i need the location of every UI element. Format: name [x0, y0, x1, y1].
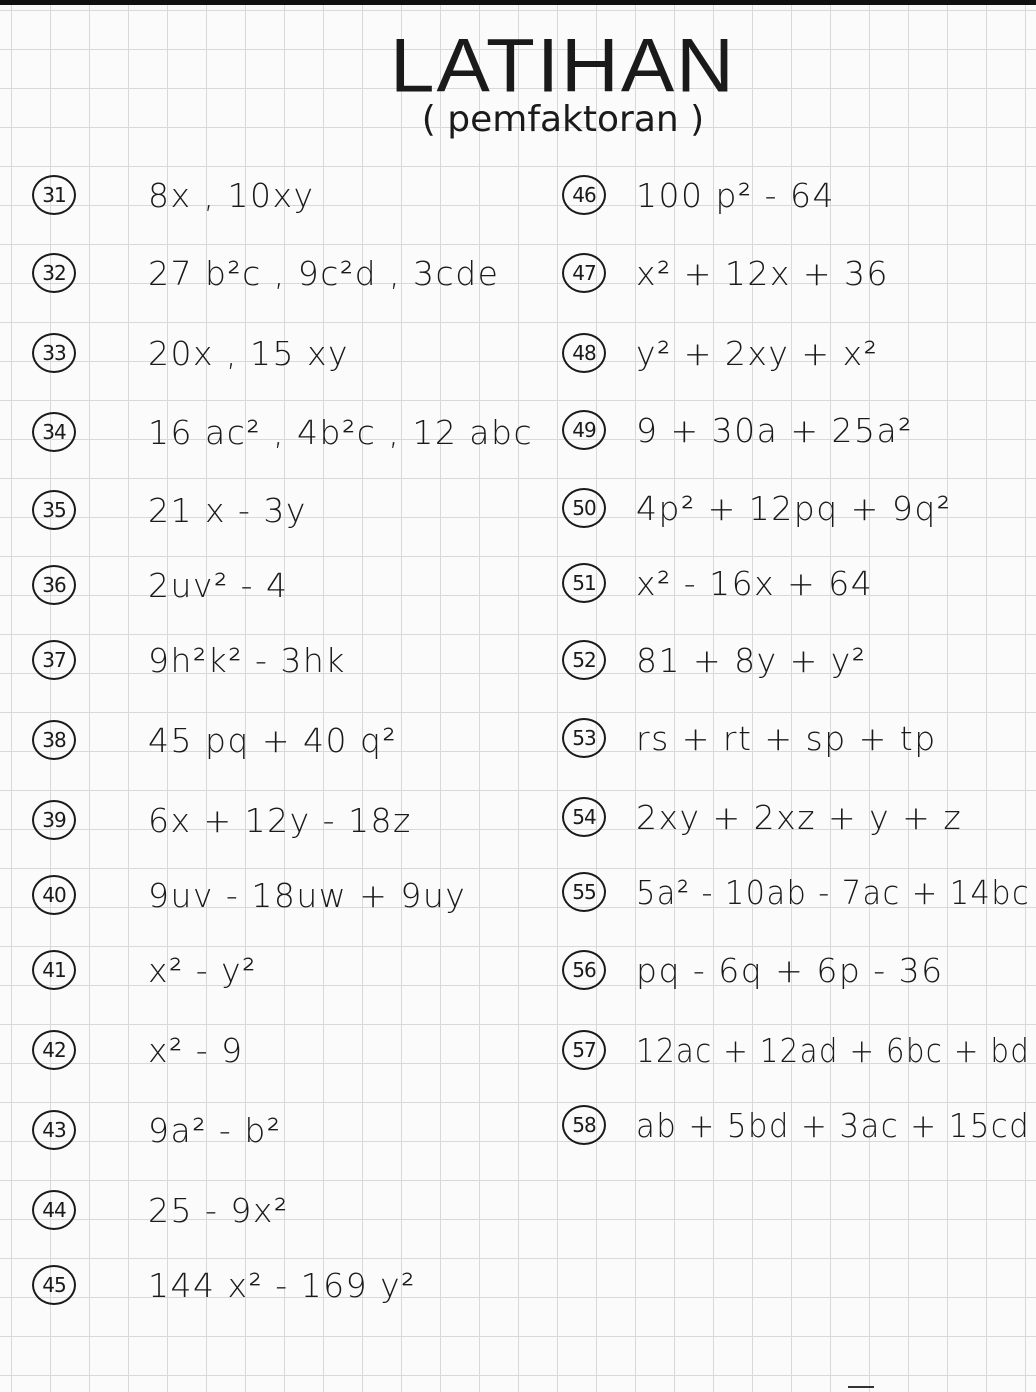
exercise-expression: rs + rt + sp + tp — [636, 718, 937, 758]
exercise-item — [562, 787, 962, 847]
exercise-item — [562, 323, 878, 383]
exercise-number: 49 — [562, 410, 606, 450]
exercise-number: 53 — [562, 718, 606, 758]
exercise-number: 50 — [562, 488, 606, 528]
exercise-item — [32, 1100, 282, 1160]
exercise-expression: 9a² - b² — [148, 1110, 282, 1150]
exercise-expression: 6x + 12y - 18z — [148, 800, 412, 840]
exercise-item — [32, 243, 499, 303]
exercise-item — [32, 1020, 244, 1080]
exercise-number: 47 — [562, 253, 606, 293]
exercise-expression: 2uv² - 4 — [148, 565, 289, 605]
exercise-item — [32, 1255, 416, 1315]
exercise-item — [562, 1095, 1036, 1155]
exercise-item — [562, 165, 835, 225]
exercise-number: 51 — [562, 563, 606, 603]
exercise-number: 55 — [562, 872, 606, 912]
exercise-expression: x² - 16x + 64 — [636, 563, 874, 603]
exercise-number: 58 — [562, 1105, 606, 1145]
exercise-expression: 16 ac² , 4b²c , 12 abc — [148, 412, 534, 452]
exercise-item — [562, 862, 1036, 922]
exercise-item — [32, 790, 412, 850]
exercise-expression: x² + 12x + 36 — [636, 253, 890, 293]
exercise-item — [32, 555, 289, 615]
exercise-expression: y² + 2xy + x² — [636, 333, 879, 373]
exercise-number: 31 — [32, 175, 76, 215]
exercise-number: 57 — [562, 1030, 606, 1070]
exercise-item — [562, 243, 889, 303]
exercise-item — [562, 1020, 1036, 1080]
exercise-number: 37 — [32, 640, 76, 680]
exercise-number: 43 — [32, 1110, 76, 1150]
exercise-number: 40 — [32, 875, 76, 915]
exercise-item — [32, 323, 349, 383]
exercise-item — [562, 630, 867, 690]
exercise-item — [562, 400, 913, 460]
exercise-expression: 20x , 15 xy — [148, 333, 350, 373]
exercise-expression: 4p² + 12pq + 9q² — [636, 488, 952, 528]
exercise-number: 32 — [32, 253, 76, 293]
exercise-expression: 144 x² - 169 y² — [148, 1265, 416, 1305]
exercise-item — [32, 402, 533, 462]
exercise-item — [32, 1180, 289, 1240]
exercise-number: 54 — [562, 797, 606, 837]
exercise-number: 48 — [562, 333, 606, 373]
exercise-expression: 100 p² - 64 — [636, 175, 836, 215]
exercise-expression: 45 pq + 40 q² — [148, 720, 398, 760]
exercise-number: 46 — [562, 175, 606, 215]
exercise-expression: 27 b²c , 9c²d , 3cde — [148, 253, 500, 293]
exercise-number: 38 — [32, 720, 76, 760]
page-subtitle: ( pemfaktoran ) — [421, 99, 705, 140]
exercise-number: 34 — [32, 412, 76, 452]
exercise-expression: 5a² - 10ab - 7ac + 14bc — [636, 872, 1031, 912]
exercise-number: 52 — [562, 640, 606, 680]
exercise-expression: 8x , 10xy — [148, 175, 315, 215]
exercise-number: 41 — [32, 950, 76, 990]
exercise-expression: pq - 6q + 6p - 36 — [636, 950, 944, 990]
exercise-expression: 9uv - 18uw + 9uy — [148, 875, 467, 915]
exercise-number: 44 — [32, 1190, 76, 1230]
exercise-item — [32, 480, 307, 540]
exercise-item — [32, 940, 257, 1000]
exercise-number: 56 — [562, 950, 606, 990]
exercise-item — [562, 940, 944, 1000]
exercise-number: 36 — [32, 565, 76, 605]
exercise-expression: x² - 9 — [148, 1030, 244, 1070]
exercise-expression: 2xy + 2xz + y + z — [636, 797, 963, 837]
page-title: LATIHAN — [390, 23, 736, 108]
exercise-number: 39 — [32, 800, 76, 840]
exercise-expression: 9 + 30a + 25a² — [636, 410, 913, 450]
exercise-expression: 12ac + 12ad + 6bc + bd — [636, 1030, 1031, 1070]
exercise-item — [32, 710, 397, 770]
exercise-expression: ab + 5bd + 3ac + 15cd — [636, 1105, 1031, 1145]
exercise-number: 42 — [32, 1030, 76, 1070]
exercise-expression: 9h²k² - 3hk — [148, 640, 346, 680]
exercise-expression: x² - y² — [148, 950, 257, 990]
exercise-expression: 21 x - 3y — [148, 490, 307, 530]
top-border — [0, 0, 1036, 5]
exercise-expression: 25 - 9x² — [148, 1190, 289, 1230]
exercise-item — [562, 478, 952, 538]
exercise-expression: 81 + 8y + y² — [636, 640, 867, 680]
exercise-number: 33 — [32, 333, 76, 373]
exercise-item — [32, 165, 315, 225]
exercise-item — [32, 865, 466, 925]
exercise-number: 35 — [32, 490, 76, 530]
exercise-item — [562, 553, 873, 613]
bottom-mark — [848, 1386, 874, 1388]
exercise-item — [32, 630, 346, 690]
exercise-item — [562, 708, 937, 768]
exercise-number: 45 — [32, 1265, 76, 1305]
